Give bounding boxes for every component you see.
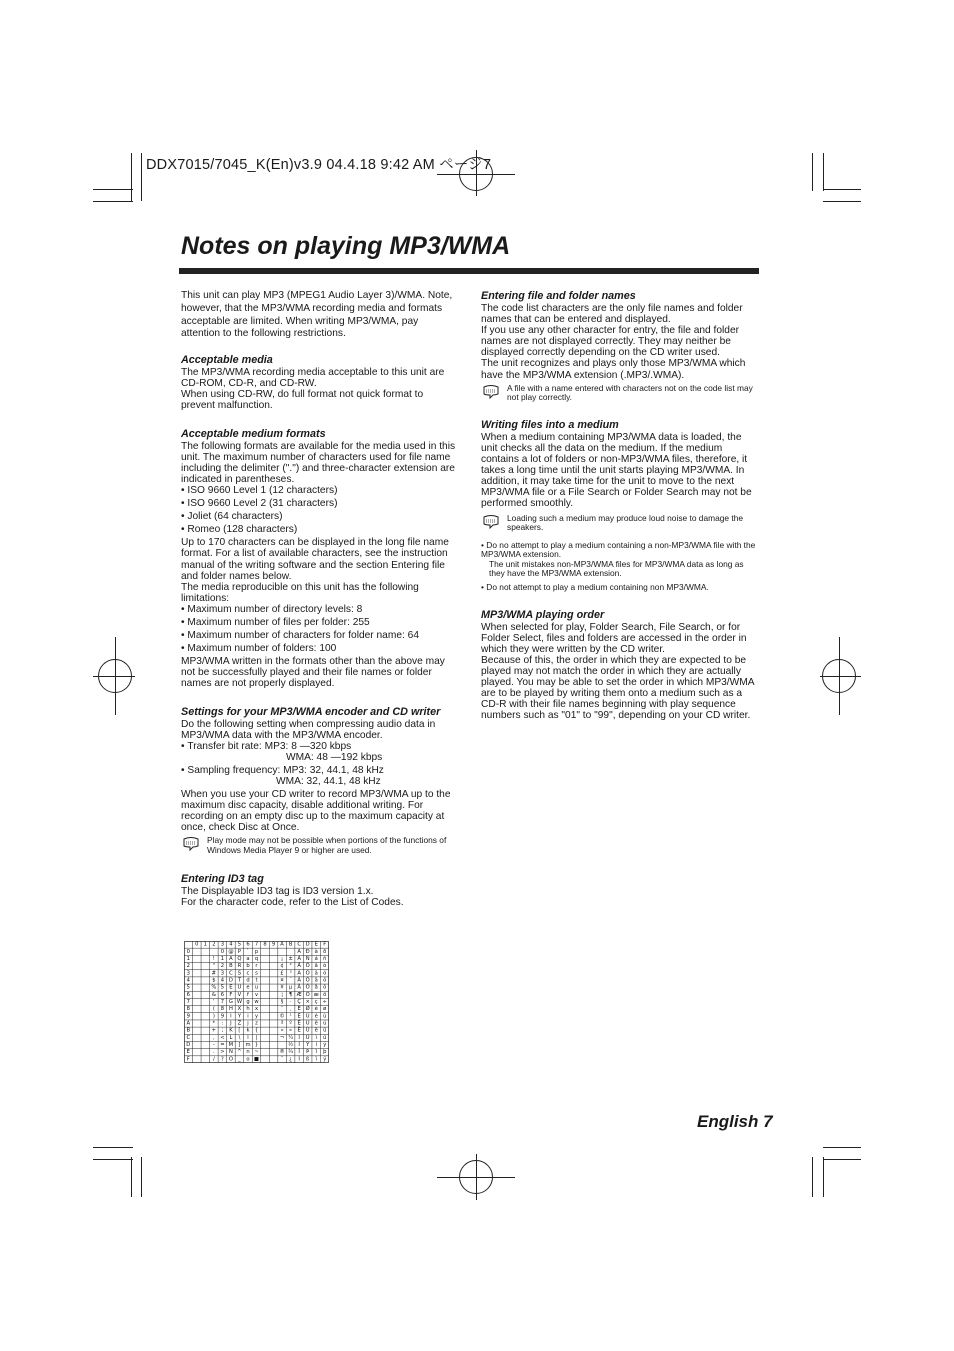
entering-names-p2: If you use any other character for entry, the file and folder names are not displayed correctly. They may neither be displayed correctly depending on the CD writer used. [481,325,740,359]
code-cell: © [279,1013,285,1020]
code-cell: £ [280,970,284,977]
code-cell: ï [315,1056,317,1063]
code-header-cell: A [280,941,284,948]
code-cell: ] [238,1042,241,1049]
code-cell: ß [306,1056,310,1063]
code-cell: = [220,1042,225,1049]
code-cell: · [289,999,292,1005]
code-cell: Þ [306,1049,310,1056]
code-cell: ª [280,1020,284,1027]
code-cell: i [247,1013,249,1020]
code-cell: / [212,1056,215,1063]
code-cell: º [289,1020,292,1027]
code-cell: Ó [305,970,310,977]
code-header-cell: 1 [203,941,207,948]
code-cell: C [229,970,233,977]
code-cell: 4 [220,977,225,984]
code-cell: ý [323,1042,327,1049]
code-cell: Ü [305,1034,310,1041]
title-rule [179,268,759,274]
code-cell: - [212,1042,215,1049]
code-cell: K [229,1027,233,1034]
code-cell: } [254,1042,259,1049]
code-cell: O [228,1056,233,1063]
list-item: • Do not attempt to play a medium containing non MP3/WMA. [481,583,756,593]
playing-order-heading: MP3/WMA playing order [481,608,605,621]
code-cell: P [237,948,242,955]
code-row-header: 5 [186,984,190,991]
code-cell: á [314,955,318,962]
code-cell: D [228,977,233,984]
code-cell: u [254,984,259,991]
note-icon [181,837,201,851]
footer-page-number: 7 [763,1112,773,1131]
limitation-list [181,604,456,654]
acceptable-formats-p3: The media reproducible on this unit has the following limitations: [181,581,419,604]
code-cell: ã [314,970,318,977]
code-cell: þ [323,1049,327,1056]
code-header-cell: 3 [220,941,225,948]
code-cell: è [314,1006,318,1013]
page-title: Notes on playing MP3/WMA [181,232,511,260]
note-block [481,384,756,403]
code-cell: 1 [220,955,225,962]
code-cell: j [247,1020,249,1027]
code-row-header: 7 [186,999,190,1005]
code-cell: ? [220,1056,224,1063]
playing-order-p2: Because of this, the order in which they are expected to be played may not match the order in which they are actually played. You may be able to set the order in which MP3/WMA are to be played by writing them onto a medium such as a CD-R with their file names beginning with play sequence numbers such as "01" to "99", depending on your CD writer. [481,654,754,722]
acceptable-formats-p2: Up to 170 characters can be displayed in the long file name format. For a list of available characters, see the instruction manual of the writing software and the section Entering file and folder names below. [181,537,449,582]
code-cell: µ [288,984,293,991]
code-cell: S [237,970,242,977]
code-cell: c [246,970,250,977]
code-row-header: 2 [186,963,190,970]
code-cell: ( [212,1006,215,1013]
code-cell: I [230,1013,232,1020]
list-item: • Sampling frequency: MP3: 32, 44.1, 48 kHz [181,765,456,776]
code-cell: ¾ [288,1049,294,1056]
encoder-settings-p2: When you use your CD writer to record MP3/WMA up to the maximum disc capacity, disable additional writing. For recording on an empty disc up to the maximum capacity at once, check Disc at Once. [181,789,451,834]
code-cell: Â [297,963,301,970]
code-cell: 7 [220,999,225,1005]
id3-heading: Entering ID3 tag [181,872,264,885]
code-cell: " [212,963,216,970]
code-row-header: 3 [186,970,190,977]
code-cell: h [246,1006,250,1013]
encoder-settings-heading: Settings for your MP3/WMA encoder and CD writer [181,705,441,718]
code-cell: n [246,1049,250,1056]
code-cell: Ö [305,991,310,998]
code-cell: 0 [220,948,225,955]
code-header-cell: 9 [271,941,276,948]
code-row-header: 4 [186,977,190,984]
code-cell: $ [212,977,216,984]
code-cell: Ë [297,1027,301,1034]
code-cell: f [247,991,249,998]
code-cell: Î [298,1049,300,1056]
acceptable-formats-p1: The following formats are available for the media used in this unit. The maximum number of characters used for file name including the delimiter (".") and three-character extension are indicated in parentheses. [181,440,456,485]
code-row-header: C [186,1034,191,1041]
code-cell: â [314,963,318,970]
print-header: DDX7015/7045_K(En)v3.9 04.4.18 9:42 AM ページ7 [146,157,492,173]
code-cell: @ [228,948,234,955]
code-cell: î [315,1049,317,1056]
code-cell: J [230,1020,232,1027]
code-cell: # [211,970,217,977]
code-cell: Q [237,955,242,962]
code-cell: : [221,1020,224,1027]
code-header-cell: F [323,941,327,948]
code-cell: ó [323,970,327,977]
code-cell: æ [313,991,319,998]
code-cell: ¯ [280,1056,284,1063]
code-cell: e [246,984,250,991]
code-cell: ä [314,977,318,984]
code-cell: 2 [220,963,225,970]
playing-order-p1: When selected for play, Folder Search, File Search, or for Folder Select, files and folders are accessed in the order in which they were written by the CD writer. [481,621,747,655]
list-item [481,541,756,579]
code-cell: H [228,1006,233,1013]
list-item: • Maximum number of folders: 100 [181,643,456,654]
code-cell: » [289,1027,293,1034]
code-cell: V [237,991,242,998]
code-cell: m [245,1042,251,1049]
code-cell: d [246,977,250,984]
code-cell: È [297,1006,301,1013]
code-cell: L [229,1034,233,1041]
code-cell: s [255,970,258,977]
code-cell: ¨ [280,1006,284,1013]
note-block [181,836,456,855]
code-row-header: A [186,1020,191,1027]
code-header-cell: 0 [195,941,199,948]
code-cell: ¶ [288,991,293,998]
code-cell: ë [314,1027,318,1034]
code-cell: 3 [220,970,225,977]
code-cell: l [247,1034,249,1041]
code-cell: ¥ [280,984,284,991]
code-cell: ç [314,999,318,1005]
code-cell: ^ [237,1049,242,1056]
code-cell: + [211,1027,217,1034]
code-cell: ¢ [280,963,284,970]
code-cell: w [254,999,259,1005]
code-cell: t [255,977,258,984]
list-item: • ISO 9660 Level 2 (31 characters) [181,498,456,509]
code-cell: Õ [305,984,310,991]
code-cell: > [220,1049,225,1056]
code-cell: F [229,991,233,998]
code-cell: g [246,999,250,1005]
footer-page-label [697,1112,773,1132]
code-cell: ñ [323,955,327,962]
code-cell: % [211,984,217,991]
code-cell: ¤ [280,977,284,984]
code-cell: Ñ [305,955,310,962]
code-cell: Ò [305,963,310,970]
writing-files-heading: Writing files into a medium [481,418,619,431]
code-row-header: 1 [186,955,190,962]
code-cell: x [254,1006,259,1013]
code-cell: ■ [254,1056,259,1063]
sampling-wma: WMA: 32, 44.1, 48 kHz [276,776,381,787]
code-cell: * [212,1020,216,1027]
code-cell: p [254,948,259,955]
list-item: • Transfer bit rate: MP3: 8 —320 kbps [181,741,456,752]
code-cell: z [255,1020,258,1027]
code-row-header: F [186,1056,190,1063]
code-cell: ø [323,1006,327,1013]
code-cell: Ý [306,1042,310,1049]
format-list [181,485,456,535]
code-cell: G [228,999,233,1005]
code-cell: ÿ [323,1056,327,1063]
code-header-cell: 6 [246,941,250,948]
code-row-header: 6 [186,991,190,998]
code-cell: 9 [220,1013,225,1020]
code-cell: ´ [289,977,292,984]
code-cell: ¹ [289,1013,292,1020]
code-cell: q [254,955,259,962]
note-text: A file with a name entered with characters not on the code list may not play correctly. [507,382,753,403]
code-cell: X [237,1006,242,1013]
code-cell: ' [213,999,215,1005]
entering-names-p3: The unit recognizes and plays only those MP3/WMA which have the MP3/WMA extension (.MP3/.WMA). [481,358,746,381]
code-row-header: E [186,1049,190,1056]
left-column [181,290,456,908]
code-cell: E [229,984,233,991]
code-cell: ½ [288,1042,294,1049]
code-cell: ² [289,963,292,970]
code-cell: à [314,948,318,955]
code-cell: ) [212,1013,215,1020]
code-cell: ö [323,991,327,998]
code-cell: Ø [305,1006,310,1013]
code-cell: ù [323,1013,327,1020]
code-cell: Y [237,1013,242,1020]
code-cell: Ç [297,999,301,1005]
note-icon [481,515,501,529]
code-cell: o [246,1056,250,1063]
code-cell: W [236,999,243,1005]
code-cell: ÷ [322,999,327,1005]
list-item: • Maximum number of files per folder: 255 [181,617,456,628]
note-icon [481,385,501,399]
code-cell: M [228,1042,234,1049]
id3-p1: The Displayable ID3 tag is ID3 version 1.x. [181,885,374,897]
code-cell: Ã [297,970,301,977]
code-cell: & [211,991,216,998]
code-cell: U [237,984,242,991]
note-block [481,514,756,533]
code-cell: Ð [305,948,310,955]
list-item: • Maximum number of characters for folder name: 64 [181,630,456,641]
code-cell: ` [246,948,250,955]
code-cell: § [280,999,284,1005]
code-row-header: B [186,1027,191,1034]
code-cell: « [280,1027,284,1034]
code-cell: å [314,984,318,991]
id3-p2: For the character code, refer to the List of Codes. [181,896,404,908]
code-cell: Í [298,1042,300,1049]
code-header-cell: 5 [237,941,242,948]
code-cell: v [254,991,259,998]
code-cell: ; [221,1027,224,1034]
code-cell: ¸ [289,1006,292,1013]
encoder-settings-p1: Do the following setting when compressing audio data in MP3/WMA data with the MP3/WMA encoder. [181,718,436,741]
acceptable-formats-p4: MP3/WMA written in the formats other than the above may not be successfully played and their file names or folder names are not properly displayed. [181,656,445,690]
code-header-cell: 2 [212,941,216,948]
code-cell: < [220,1034,225,1041]
list-item: • Joliet (64 characters) [181,511,456,522]
code-row-header: 0 [186,948,190,955]
code-header-cell: E [314,941,318,948]
code-cell: 5 [220,984,225,991]
code-cell: Å [297,984,301,991]
code-cell: ! [212,955,215,962]
code-cell: ò [323,963,327,970]
code-cell: ~ [254,1049,259,1056]
code-cell: í [315,1042,317,1049]
writing-files-p1: When a medium containing MP3/WMA data is loaded, the unit checks all the data on the medium. If the medium contains a lot of folders or non-MP3/WMA files, therefore, it takes a long time until the unit starts playing MP3/WMA. In addition, it may take time for the unit to move to the next MP3/WMA file or a File Search or Folder Search may not be performed smoothly. [481,431,752,510]
code-cell: . [213,1049,215,1056]
sub-note-1b: The unit mistakes non-MP3/WMA files for MP3/WMA data as long as they have the MP3/WMA extension. [489,558,744,579]
code-cell: { [254,1027,259,1034]
code-header-cell: D [305,941,310,948]
acceptable-media-p2: When using CD-RW, do full format not quick format to prevent malfunction. [181,389,424,412]
entering-names-p1: The code list characters are the only file names and folder names that can be entered and displayed. [481,303,743,326]
code-cell: Z [237,1020,242,1027]
code-cell: ô [323,977,327,984]
code-cell: Ú [305,1020,310,1027]
code-cell: ð [323,948,327,955]
entering-names-heading: Entering file and folder names [481,290,636,302]
code-row-header: 9 [186,1013,190,1020]
code-cell: b [246,963,250,970]
code-cell: û [323,1027,327,1034]
list-item: • Romeo (128 characters) [181,524,456,535]
code-cell: À [297,948,301,955]
code-cell: Á [297,955,301,962]
code-cell: r [255,963,258,970]
code-cell: õ [323,984,327,991]
code-cell: ¿ [289,1056,293,1063]
code-cell: ú [323,1020,327,1027]
note-text: Loading such a medium may produce loud noise to damage the speakers. [507,512,744,533]
code-header-cell: 4 [229,941,233,948]
code-cell: É [297,1013,301,1020]
sub-note-1a: Do no attempt to play a medium containing a non-MP3/WMA file with the MP3/WMA extension. [481,539,756,560]
code-header-cell: 7 [254,941,259,948]
code-cell: Û [305,1027,310,1034]
code-cell: B [229,963,233,970]
code-cell: 8 [220,1006,225,1013]
code-header-cell: 8 [263,941,267,948]
code-cell: Ä [297,977,301,984]
code-header-cell: C [297,941,301,948]
encoder-list-2 [181,765,456,776]
code-cell: ¦ [281,991,283,998]
code-cell: T [237,977,242,984]
list-item: • ISO 9660 Level 1 (12 characters) [181,485,456,496]
code-cell: , [213,1034,215,1041]
acceptable-formats-heading: Acceptable medium formats [181,427,326,440]
intro-paragraph: This unit can play MP3 (MPEG1 Audio Layer 3)/WMA. Note, however, that the MP3/WMA recording media and formats acceptable are limited. When writing MP3/WMA, pay attention to the following restrictions. [181,290,453,340]
code-cell: N [228,1049,233,1056]
code-cell: ³ [289,970,292,977]
code-cell: ü [323,1034,327,1041]
code-header-cell: B [288,941,293,948]
code-cell: R [237,963,242,970]
encoder-list [181,741,456,752]
right-column [481,290,756,722]
code-cell: ® [279,1049,285,1056]
code-cell: Æ [296,991,302,998]
acceptable-media-heading: Acceptable media [181,354,273,367]
code-cell: _ [238,1056,241,1063]
character-code-table [184,941,329,1063]
code-cell: é [314,1013,318,1020]
code-cell: Ê [297,1020,301,1027]
code-cell: a [246,955,250,962]
note-sublist [481,541,756,593]
code-cell: y [254,1013,259,1020]
code-row-header: 8 [186,1006,190,1013]
note-text: Play mode may not be possible when portions of the functions of Windows Media Player 9 or higher are used. [207,835,447,856]
code-cell: ¼ [288,1034,294,1041]
code-row-header: D [186,1042,191,1049]
code-cell: Ù [305,1013,310,1020]
code-cell: Ï [298,1056,300,1063]
code-cell: ¡ [281,955,284,962]
code-cell: ± [288,955,293,962]
footer-language: English [697,1112,759,1131]
code-cell: A [229,955,233,962]
code-cell: | [255,1034,258,1041]
code-cell: Ô [305,977,310,984]
code-cell: [ [238,1027,241,1034]
code-cell: × [305,999,310,1005]
code-cell: Ì [298,1034,300,1041]
code-cell: ì [315,1034,317,1041]
code-cell: ¬ [279,1034,285,1041]
list-item: • Maximum number of directory levels: 8 [181,604,456,615]
code-cell: k [246,1027,250,1034]
acceptable-media-p1: The MP3/WMA recording media acceptable to this unit are CD-ROM, CD-R, and CD-RW. [181,367,445,390]
code-cell: \ [238,1034,241,1041]
code-cell: ê [314,1020,318,1027]
bitrate-wma: WMA: 48 —192 kbps [286,751,383,763]
code-cell: 6 [220,991,225,998]
